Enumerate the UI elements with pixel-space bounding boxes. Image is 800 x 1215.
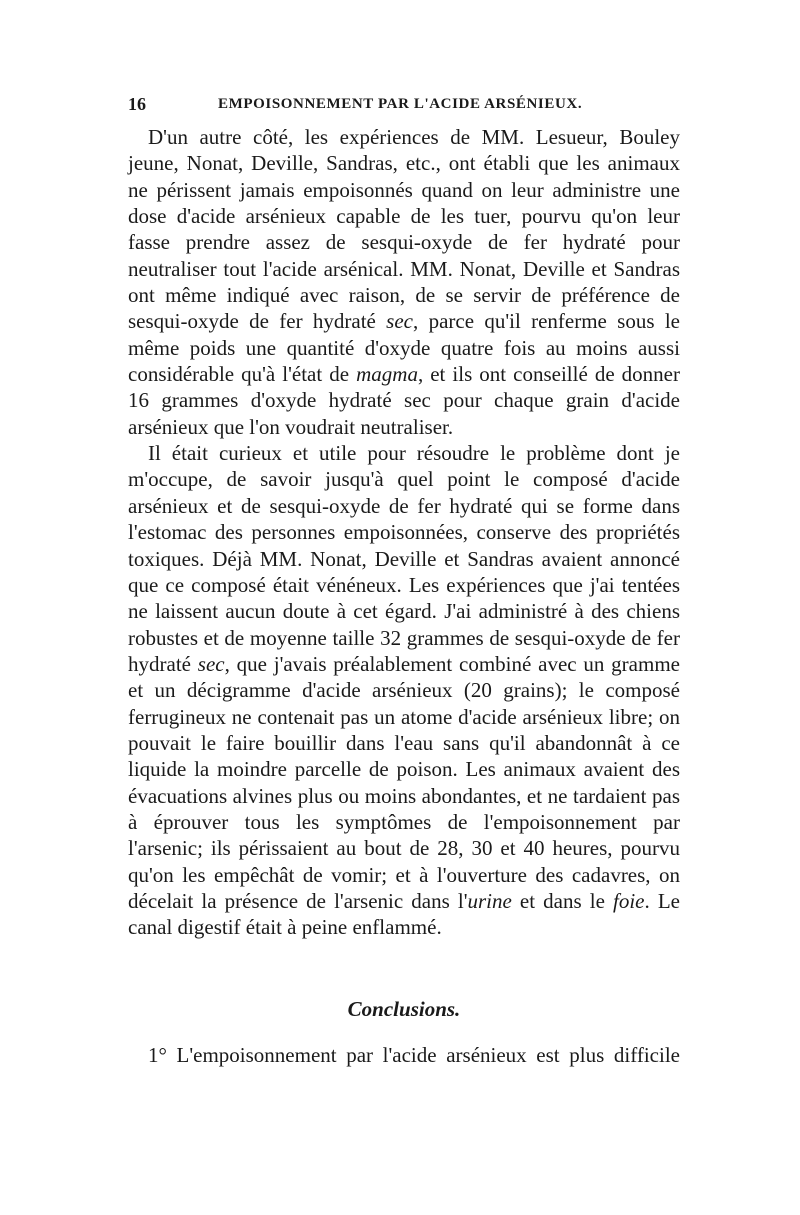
italic-term: foie	[613, 888, 645, 913]
paragraph-text: Il était curieux et utile pour résoudre le problème dont je m'occupe, de savoir jusqu'à quel point le composé d'acide arsénieux et de sesqui-oxyde de fer hydraté qui se forme dans l'estomac des personnes empoisonnées, conserve des propriétés toxiques. Déjà MM. Nonat, Deville et Sandras avaient annoncé que ce composé était vénéneux. Les expériences que j'ai tentées ne laissent aucun doute à cet égard. J'ai administré à des chiens robustes et de moyenne taille 32 grammes de sesqui-oxyde de fer hydraté	[128, 441, 680, 676]
paragraph-text: D'un autre côté, les expériences de MM. Lesueur, Bouley jeune, Nonat, Deville, Sandras, etc., ont établi que les animaux ne périssent jamais empoisonnés quand on leur administre une dose d'acide arsénieux capable de les tuer, pourvu qu'on leur fasse prendre assez de sesqui-oxyde de fer hydraté pour neutraliser tout l'acide arsénical. MM. Nonat, Deville et Sandras ont même indiqué avec raison, de se servir de préférence de sesqui-oxyde de fer hydraté	[128, 125, 680, 334]
paragraph-text: . Le canal digestif était à peine enflammé.	[128, 888, 680, 940]
body-text	[128, 124, 680, 941]
paragraph	[128, 124, 680, 440]
running-title: EMPOISONNEMENT PAR L'ACIDE ARSÉNIEUX.	[218, 96, 583, 112]
paragraph	[128, 440, 680, 941]
page-number: 16	[128, 94, 146, 114]
running-header	[128, 94, 680, 116]
italic-term: urine	[467, 888, 512, 913]
conclusion-line: 1° L'empoisonnement par l'acide arsénieux est plus difficile	[148, 1043, 680, 1067]
paragraph-text: , et ils ont conseillé de donner 16 grammes d'oxyde hydraté sec pour chaque grain d'acide arsénieux que l'on voudrait neutraliser.	[128, 362, 680, 439]
paragraph-text: , parce qu'il renferme sous le même poids une quantité d'oxyde quatre fois au moins aussi considérable qu'à l'état de	[128, 309, 680, 387]
italic-term: sec	[197, 651, 225, 676]
paragraph-text: , que j'avais préalablement combiné avec un gramme et un décigramme d'acide arsénieux (20 grains); le composé ferrugineux ne contenait pas un atome d'acide arsénieux libre; on pouvait le faire bouillir dans l'eau sans qu'il abandonnât à ce liquide la moindre parcelle de poison. Les animaux avaient des évacuations alvines plus ou moins abondantes, et ne tardaient pas à éprouver tous les symptômes de l'empoisonnement par l'arsenic; ils périssaient au bout de 28, 30 et 40 heures, pourvu qu'on les empêchât de vomir; et à l'ouverture des cadavres, on décelait la présence de l'arsenic dans l'	[128, 651, 680, 913]
italic-term: magma	[356, 362, 418, 387]
section-heading: Conclusions.	[347, 997, 461, 1021]
italic-term: sec	[386, 309, 413, 334]
paragraph-text: et dans le	[511, 888, 613, 913]
